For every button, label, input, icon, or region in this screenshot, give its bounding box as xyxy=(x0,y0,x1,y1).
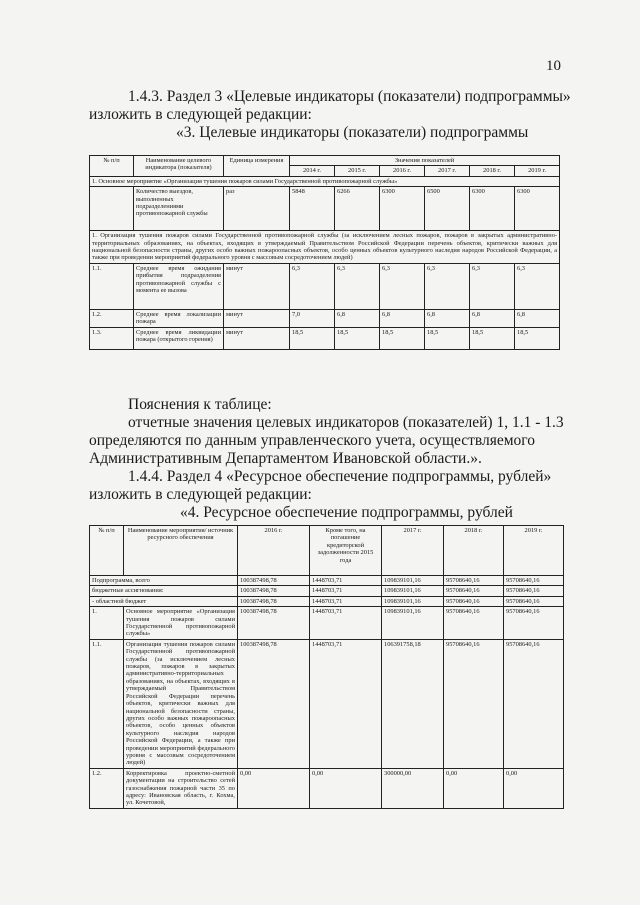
value-cell: 6,8 xyxy=(425,309,470,327)
indicator-unit: минут xyxy=(224,309,290,327)
header-unit: Единица измерения xyxy=(224,156,290,177)
indicator-unit: минут xyxy=(224,263,290,309)
value-cell: 6300 xyxy=(470,187,515,231)
value-cell: 6,3 xyxy=(515,263,560,309)
paragraph-1-4-4-line1: 1.4.4. Раздел 4 «Ресурсное обеспечение подпрограммы, рублей» xyxy=(128,468,552,485)
value-cell: 1448703,71 xyxy=(310,586,382,596)
header-year: 2019 г. xyxy=(515,166,560,176)
value-cell: 109839101,16 xyxy=(382,596,444,606)
header-indicator-name: Наименование целевого индикатора (показателя) xyxy=(134,156,224,177)
value-cell: 1448703,71 xyxy=(310,596,382,606)
indicator-name: Среднее время ликвидации пожара (открытого горения) xyxy=(134,327,224,349)
row-number: 1.1. xyxy=(90,639,124,768)
targets-table xyxy=(89,155,560,350)
value-cell: 1448703,71 xyxy=(310,576,382,586)
measure-name: Организация тушения пожаров силами Государственной противопожарной службы (за исключением лесных пожаров, пожаров в закрытых административно-территориальных образованиях, на объектах, входящих в утверждаемый Правительством Российской Федерации перечень объектов, критически важных для национальной безопасности страны, других особо важных пожароопасных объектов, особо ценных объектов культурного наследия народов Российской Федерации, а также при проведении мероприятий федерального уровня с массовым сосредоточением людей) xyxy=(124,639,238,768)
value-cell: 5848 xyxy=(290,187,335,231)
row-number: 1.3. xyxy=(90,327,134,349)
value-cell: 0,00 xyxy=(444,768,504,808)
value-cell: 18,5 xyxy=(290,327,335,349)
value-cell: 6266 xyxy=(335,187,380,231)
indicator-unit: минут xyxy=(224,327,290,349)
explanation-line: определяются по данным управленческого учета, осуществляемого xyxy=(89,432,535,449)
value-cell: 100387498,78 xyxy=(238,596,310,606)
header-2016: 2016 г. xyxy=(238,526,310,576)
measure-name: Основное мероприятие «Организация тушения пожаров силами Государственной противопожарной службы» xyxy=(124,607,238,640)
paragraph-1-4-3-line1: 1.4.3. Раздел 3 «Целевые индикаторы (показатели) подпрограммы» xyxy=(128,88,571,105)
value-cell: 95708640,16 xyxy=(444,607,504,640)
value-cell: 95708640,16 xyxy=(504,576,564,586)
value-cell: 6,3 xyxy=(290,263,335,309)
measure-name: Корректировка проектно-сметной документации на строительство сетей газоснабжения пожарной части 35 по адресу: Ивановская область, г. Кохма, ул. Кочетовой, xyxy=(124,768,238,808)
indicator-unit: раз xyxy=(224,187,290,231)
value-cell: 100387498,78 xyxy=(238,607,310,640)
value-cell: 1448703,71 xyxy=(310,607,382,640)
value-cell: 100387498,78 xyxy=(238,586,310,596)
row-number: 1.1. xyxy=(90,263,134,309)
value-cell: 95708640,16 xyxy=(444,639,504,768)
value-cell: 100387498,78 xyxy=(238,576,310,586)
value-cell: 109839101,16 xyxy=(382,586,444,596)
value-cell: 95708640,16 xyxy=(504,607,564,640)
indicator-name: Среднее время ожидания прибытия подразделения противопожарной службы с момента ее вызова xyxy=(134,263,224,309)
value-cell: 0,00 xyxy=(310,768,382,808)
value-cell: 6,8 xyxy=(470,309,515,327)
header-2017: 2017 г. xyxy=(382,526,444,576)
value-cell: 1448703,71 xyxy=(310,639,382,768)
paragraph-1-4-3-line2: изложить в следующей редакции: xyxy=(89,106,312,123)
value-cell: 6,8 xyxy=(335,309,380,327)
header-number: № п/п xyxy=(90,526,124,576)
value-cell: 95708640,16 xyxy=(504,586,564,596)
section-row: 1. Организация тушения пожаров силами Государственной противопожарной службы (за исключением лесных пожаров, пожаров в закрытых административно-территориальных образованиях, на объектах, входящих в утверждаемый Правительством Российской Федерации перечень объектов, критически важных для национальной безопасности страны, других особо важных пожароопасных объектов, особо ценных объектов культурного наследия народов Российской Федерации, а также при проведении мероприятий федерального уровня с массовым сосредоточением людей) xyxy=(90,231,560,264)
summary-label: - областной бюджет xyxy=(90,596,238,606)
header-2019: 2019 г. xyxy=(504,526,564,576)
header-number: № п/п xyxy=(90,156,134,177)
value-cell: 95708640,16 xyxy=(504,596,564,606)
header-debt-2015: Кроме того, на погашение кредиторской задолженности 2015 года xyxy=(310,526,382,576)
section-3-title: «3. Целевые индикаторы (показатели) подпрограммы xyxy=(176,124,529,141)
value-cell: 18,5 xyxy=(515,327,560,349)
header-year: 2018 г. xyxy=(470,166,515,176)
value-cell: 109839101,16 xyxy=(382,607,444,640)
section-row: 1. Основное мероприятие «Организация тушения пожаров силами Государственной противопожарной службы» xyxy=(90,176,560,186)
value-cell: 106391758,18 xyxy=(382,639,444,768)
empty-cell xyxy=(90,187,134,231)
value-cell: 6,3 xyxy=(425,263,470,309)
value-cell: 0,00 xyxy=(504,768,564,808)
value-cell: 18,5 xyxy=(470,327,515,349)
value-cell: 95708640,16 xyxy=(444,576,504,586)
value-cell: 6,3 xyxy=(380,263,425,309)
indicator-name: Количество выездов, выполненных подразделениями противопожарной службы xyxy=(134,187,224,231)
header-year: 2015 г. xyxy=(335,166,380,176)
header-values: Значения показателей xyxy=(290,156,560,166)
explanation-line: Административным Департаментом Ивановской области.». xyxy=(89,450,482,467)
summary-label: бюджетные ассигнования: xyxy=(90,586,238,596)
value-cell: 6300 xyxy=(515,187,560,231)
value-cell: 95708640,16 xyxy=(504,639,564,768)
value-cell: 300000,00 xyxy=(382,768,444,808)
value-cell: 7,0 xyxy=(290,309,335,327)
value-cell: 95708640,16 xyxy=(444,586,504,596)
paragraph-1-4-4-line2: изложить в следующей редакции: xyxy=(89,486,312,503)
value-cell: 18,5 xyxy=(380,327,425,349)
value-cell: 0,00 xyxy=(238,768,310,808)
resources-table xyxy=(89,525,564,809)
row-number: 1.2. xyxy=(90,768,124,808)
header-2018: 2018 г. xyxy=(444,526,504,576)
summary-label: Подпрограмма, всего xyxy=(90,576,238,586)
indicator-name: Среднее время локализации пожара xyxy=(134,309,224,327)
header-measure-name: Наименование мероприятия/ источник ресурсного обеспечения xyxy=(124,526,238,576)
value-cell: 95708640,16 xyxy=(444,596,504,606)
header-year: 2016 г. xyxy=(380,166,425,176)
value-cell: 100387498,78 xyxy=(238,639,310,768)
value-cell: 6,8 xyxy=(515,309,560,327)
value-cell: 6,3 xyxy=(470,263,515,309)
header-year: 2017 г. xyxy=(425,166,470,176)
value-cell: 109839101,16 xyxy=(382,576,444,586)
value-cell: 6,8 xyxy=(380,309,425,327)
value-cell: 6500 xyxy=(425,187,470,231)
row-number: 1.2. xyxy=(90,309,134,327)
page-number: 10 xyxy=(546,58,561,74)
section-4-title: «4. Ресурсное обеспечение подпрограммы, рублей xyxy=(180,504,513,521)
value-cell: 18,5 xyxy=(335,327,380,349)
value-cell: 6300 xyxy=(380,187,425,231)
row-number: 1. xyxy=(90,607,124,640)
value-cell: 6,3 xyxy=(335,263,380,309)
header-year: 2014 г. xyxy=(290,166,335,176)
explanation-line: отчетные значения целевых индикаторов (показателей) 1, 1.1 - 1.3 xyxy=(128,414,564,431)
value-cell: 18,5 xyxy=(425,327,470,349)
explanation-title: Пояснения к таблице: xyxy=(128,396,272,413)
